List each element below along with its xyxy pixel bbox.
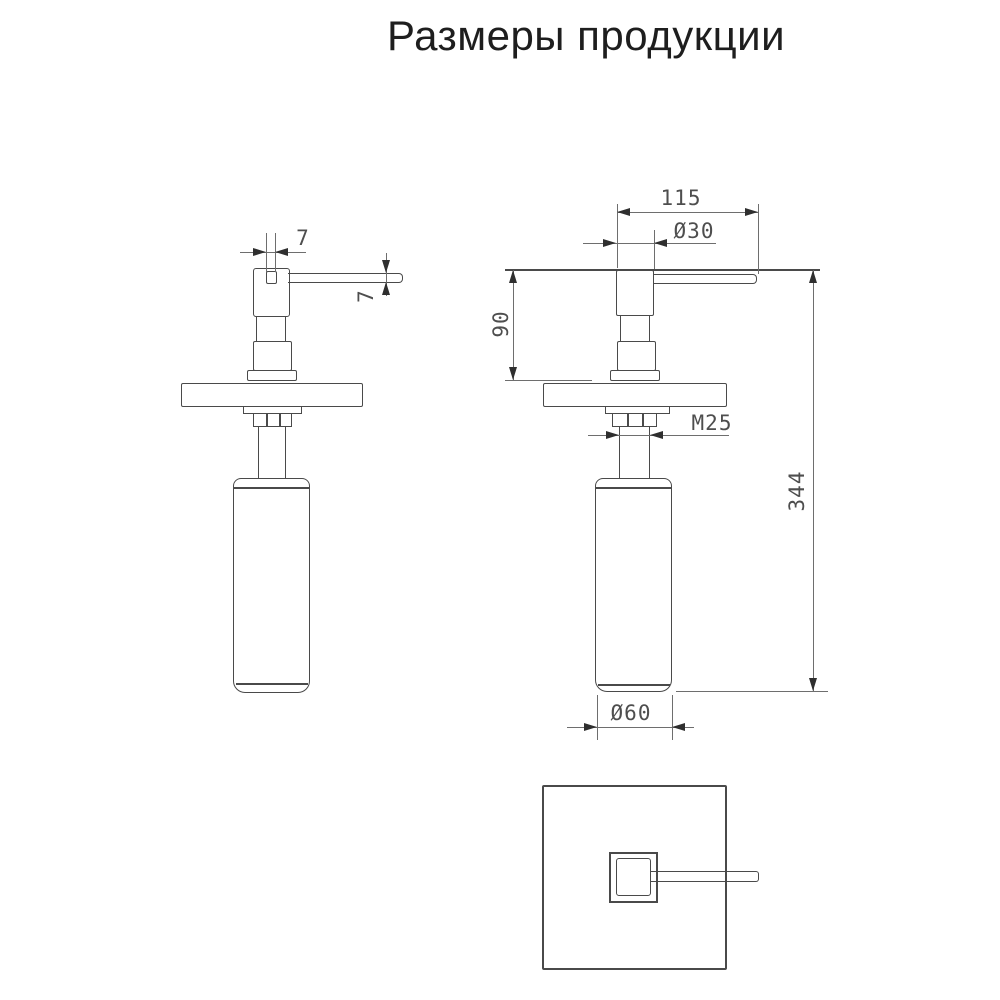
arrowhead-icon (617, 208, 630, 216)
arrowhead-icon (654, 239, 667, 247)
bottle-cap-seam (596, 487, 671, 489)
arrowhead-icon (584, 723, 597, 731)
pump-head (616, 270, 654, 316)
extension-line (597, 695, 598, 740)
plan-spout (651, 871, 759, 882)
pump-neck (620, 315, 650, 342)
dim-bottle-diameter-label: Ø60 (610, 701, 652, 725)
lock-nut (612, 413, 657, 427)
arrowhead-icon (603, 239, 616, 247)
mounting-plate (181, 383, 363, 407)
extension-line (654, 230, 655, 269)
extension-line (676, 691, 828, 692)
dimension-line (813, 270, 814, 691)
extension-line (505, 380, 592, 381)
dim-thread-size-label: M25 (691, 411, 733, 435)
arrowhead-icon (382, 282, 390, 295)
dim-height-above-plate-label: 90 (489, 310, 513, 338)
base-flange (610, 370, 660, 381)
drawing-title: Размеры продукции (386, 12, 786, 59)
dim-spout-thickness-label: 7 (354, 289, 378, 303)
arrowhead-icon (509, 367, 517, 380)
bottle-bottom-seam (236, 683, 308, 685)
soap-bottle (595, 478, 672, 692)
mounting-plate (543, 383, 727, 407)
dim-total-height-label: 344 (785, 470, 809, 512)
extension-line (672, 695, 673, 740)
supply-tube (619, 426, 650, 479)
pump-collar (617, 341, 656, 371)
arrowhead-icon (253, 248, 266, 256)
dimension-line (617, 212, 758, 213)
nut-facet-line (279, 413, 281, 427)
dim-nozzle-width-label: 7 (296, 226, 310, 250)
lock-nut (253, 413, 292, 427)
top-reference-line (505, 269, 820, 271)
dim-spout-reach-label: 115 (660, 186, 702, 210)
dimension-line (240, 252, 306, 253)
arrowhead-icon (650, 431, 663, 439)
dimension-line (513, 270, 514, 380)
arrowhead-icon (809, 270, 817, 283)
nozzle-outlet (266, 271, 277, 284)
spout (653, 274, 757, 284)
pump-collar (253, 341, 292, 371)
supply-tube (258, 426, 286, 479)
arrowhead-icon (745, 208, 758, 216)
arrowhead-icon (509, 270, 517, 283)
nut-facet-line (627, 413, 629, 427)
arrowhead-icon (672, 723, 685, 731)
arrowhead-icon (809, 678, 817, 691)
plan-pump-head (616, 858, 651, 896)
bottle-cap-seam (234, 487, 309, 489)
dim-head-diameter-label: Ø30 (673, 219, 715, 243)
bottle-bottom-seam (598, 684, 670, 686)
base-flange (247, 370, 297, 381)
pump-neck (256, 316, 286, 342)
arrowhead-icon (382, 260, 390, 273)
arrowhead-icon (275, 248, 288, 256)
nut-facet-line (266, 413, 268, 427)
arrowhead-icon (606, 431, 619, 439)
soap-bottle (233, 478, 310, 693)
extension-line (758, 204, 759, 274)
nut-facet-line (642, 413, 644, 427)
